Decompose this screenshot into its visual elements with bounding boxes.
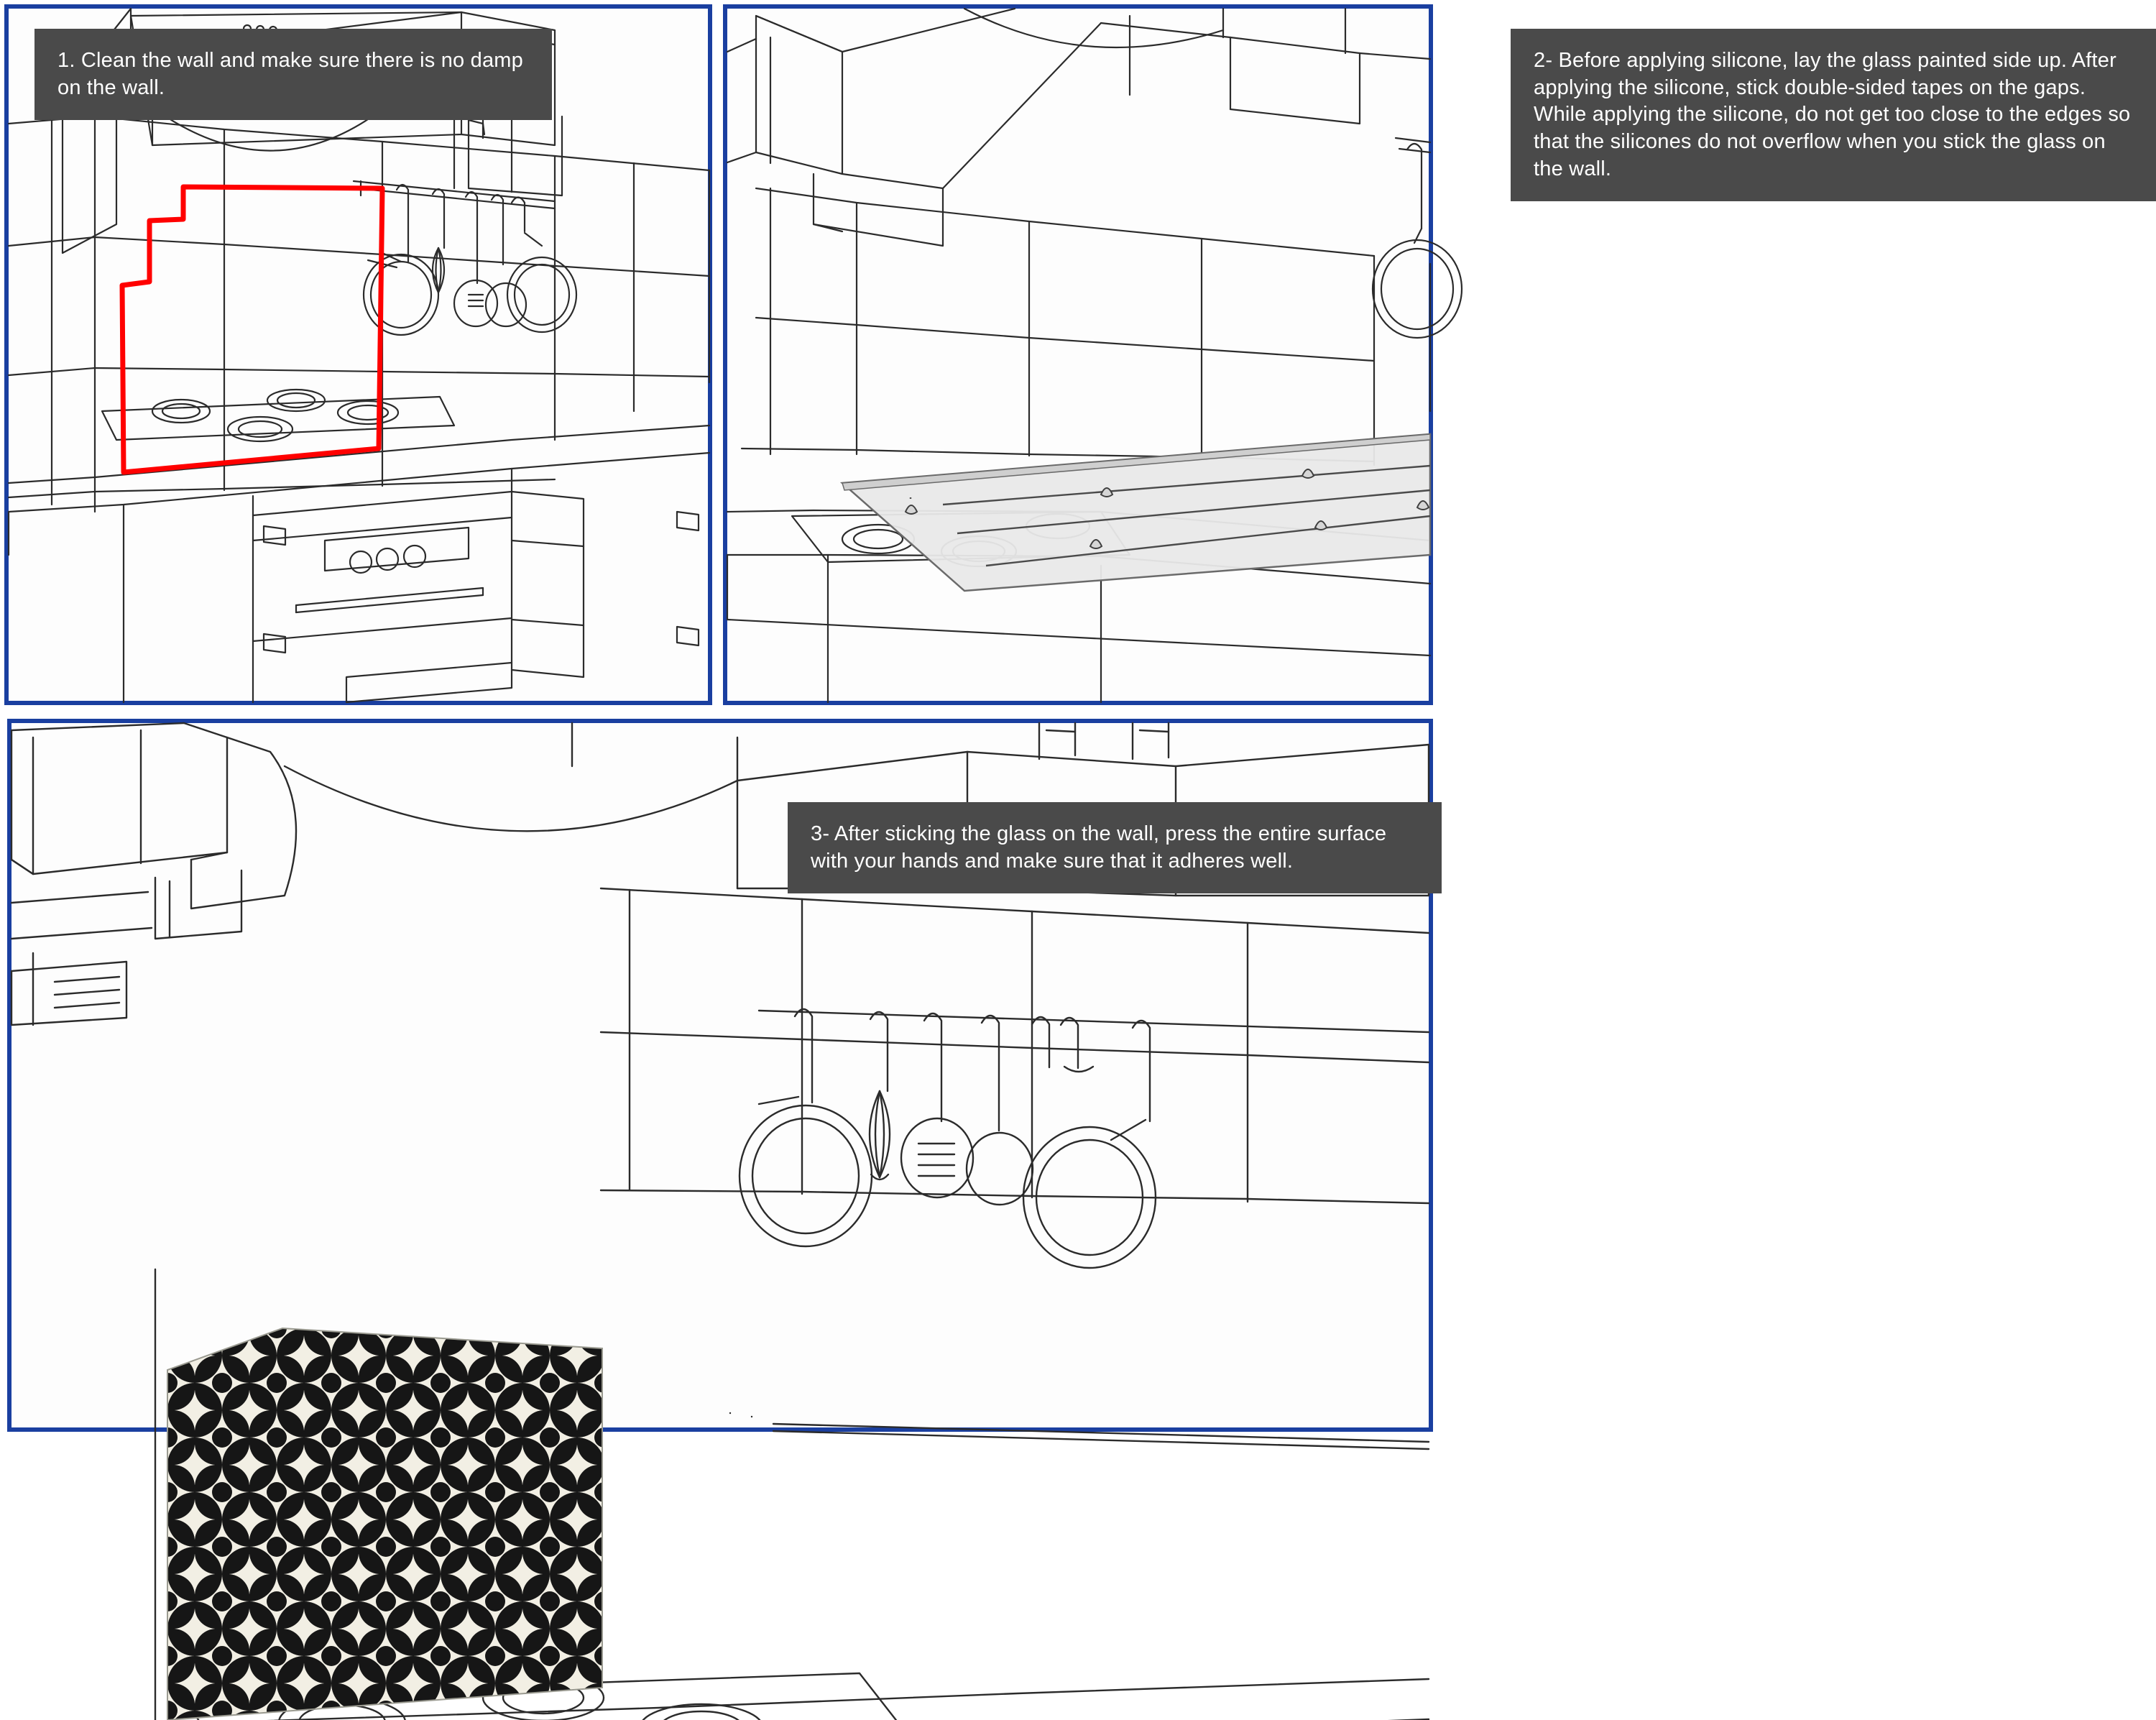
patterned-glass-splashback (167, 1328, 602, 1720)
red-measurement-outline (122, 187, 382, 472)
panel-step-2 (723, 4, 2137, 705)
panel-step-3 (7, 719, 1433, 1432)
caption-step-3: 3- After sticking the glass on the wall, press the entire surface with your hands and make sure that it adheres well. (788, 802, 1442, 893)
kitchen-line-drawing-2 (727, 9, 1430, 702)
panel-step-1 (4, 4, 712, 705)
caption-step-2: 2- Before applying silicone, lay the glass painted side up. After applying the silicone, stick double-sided tapes on the gaps. While applying the silicone, do not get too close to the edges so that the silicones do not overflow when you stick the glass on the wall. (1511, 29, 2156, 201)
caption-step-1: 1. Clean the wall and make sure there is no damp on the wall. (34, 29, 552, 120)
glass-panel-flat (842, 434, 1430, 591)
scene-step-2 (727, 9, 1429, 701)
